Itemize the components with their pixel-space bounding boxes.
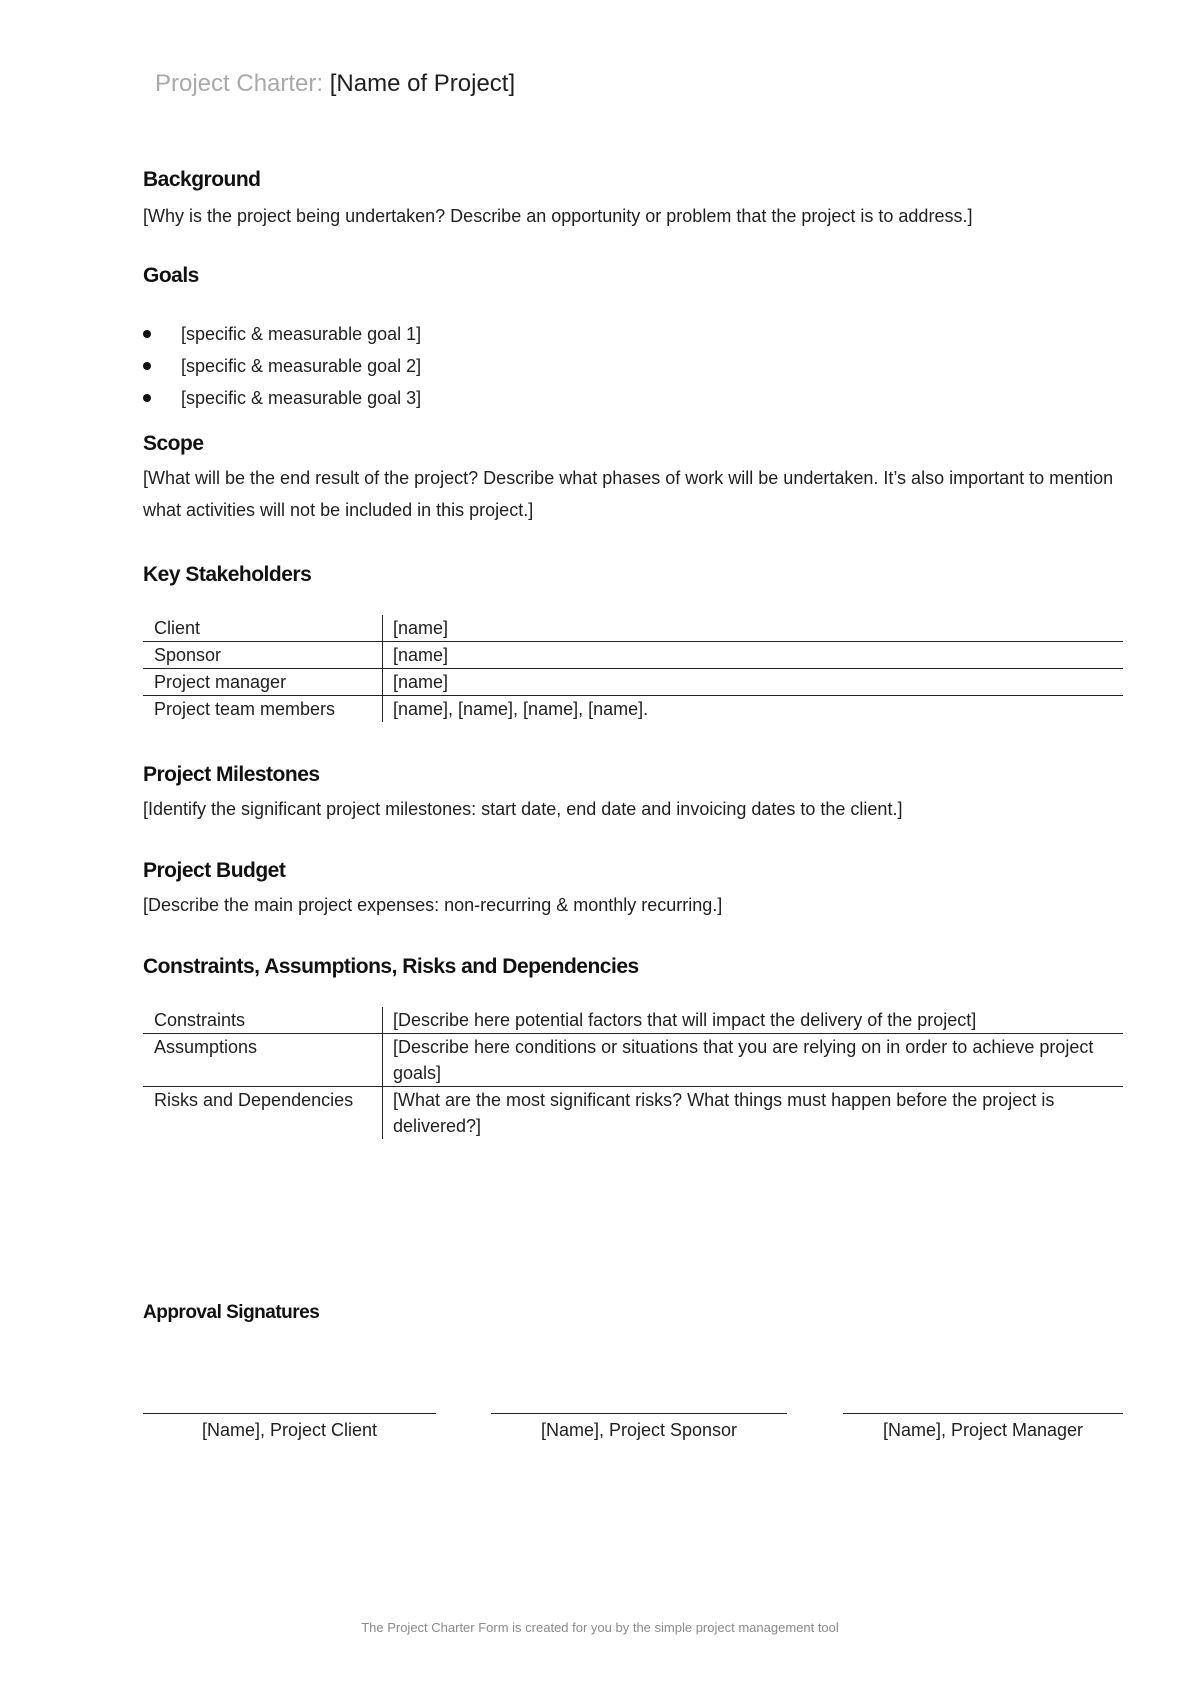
stakeholder-role: Project manager xyxy=(143,669,383,696)
bullet-icon xyxy=(143,394,151,402)
project-name: [Name of Project] xyxy=(329,70,516,97)
table-row xyxy=(143,1087,1123,1140)
stakeholder-role: Sponsor xyxy=(143,642,383,669)
signature-line xyxy=(491,1413,787,1414)
constraints-heading: Constraints, Assumptions, Risks and Dependencies xyxy=(143,955,639,978)
signature-line xyxy=(143,1413,436,1414)
bullet-icon xyxy=(143,330,151,338)
scope-text: [What will be the end result of the project? Describe what phases of work will be undertaken. It’s also important to mention what activities will not be included in this project.] xyxy=(143,468,1114,520)
stakeholder-name: [name] xyxy=(393,618,449,638)
background-heading: Background xyxy=(143,168,261,191)
signature-label: [Name], Project Sponsor xyxy=(540,1420,738,1440)
goal-text: [specific & measurable goal 3] xyxy=(181,388,422,408)
background-text: [Why is the project being undertaken? Describe an opportunity or problem that the project is to address.] xyxy=(143,206,973,226)
milestones-heading: Project Milestones xyxy=(143,763,320,786)
stakeholders-table xyxy=(143,615,1123,722)
milestones-text: [Identify the significant project milestones: start date, end date and invoicing dates to the client.] xyxy=(143,799,903,819)
stakeholder-role: Client xyxy=(143,615,383,642)
stakeholder-name: [name] xyxy=(383,642,1124,669)
constraint-value: [Describe here conditions or situations that you are relying on in order to achieve project goals] xyxy=(383,1034,1124,1087)
signature-line xyxy=(843,1413,1123,1414)
signature-label: [Name], Project Manager xyxy=(882,1420,1084,1440)
table-row xyxy=(143,642,1123,669)
budget-text: [Describe the main project expenses: non-recurring & monthly recurring.] xyxy=(143,895,723,915)
constraint-value: [Describe here potential factors that will impact the delivery of the project] xyxy=(393,1010,977,1030)
stakeholder-role: Project team members xyxy=(143,696,383,723)
table-row xyxy=(143,1007,1123,1034)
goal-item xyxy=(143,318,421,350)
goals-list xyxy=(143,318,421,414)
approval-heading: Approval Signatures xyxy=(143,1302,320,1323)
stakeholder-name: [name] xyxy=(383,669,1124,696)
constraint-label: Assumptions xyxy=(143,1034,383,1087)
goal-text: [specific & measurable goal 1] xyxy=(181,324,422,344)
goal-text: [specific & measurable goal 2] xyxy=(181,356,422,376)
table-row xyxy=(143,696,1123,723)
goals-heading: Goals xyxy=(143,264,199,287)
goal-item xyxy=(143,382,421,414)
stakeholder-name: [name], [name], [name], [name]. xyxy=(383,696,1124,723)
table-row xyxy=(143,615,1123,642)
constraint-label: Constraints xyxy=(143,1007,383,1034)
goal-item xyxy=(143,350,421,382)
stakeholders-heading: Key Stakeholders xyxy=(143,563,312,586)
table-row xyxy=(143,669,1123,696)
bullet-icon xyxy=(143,362,151,370)
document-title xyxy=(155,70,515,99)
signature-label: [Name], Project Client xyxy=(201,1420,378,1440)
table-row xyxy=(143,1034,1123,1087)
constraint-label: Risks and Dependencies xyxy=(143,1087,383,1140)
footer-text: The Project Charter Form is created for you by the simple project management tool xyxy=(361,1620,839,1635)
budget-heading: Project Budget xyxy=(143,859,286,882)
title-prefix: Project Charter: xyxy=(155,70,324,97)
scope-heading: Scope xyxy=(143,432,204,455)
constraint-value: [What are the most significant risks? What things must happen before the project is delivered?] xyxy=(383,1087,1124,1140)
constraints-table xyxy=(143,1007,1123,1139)
